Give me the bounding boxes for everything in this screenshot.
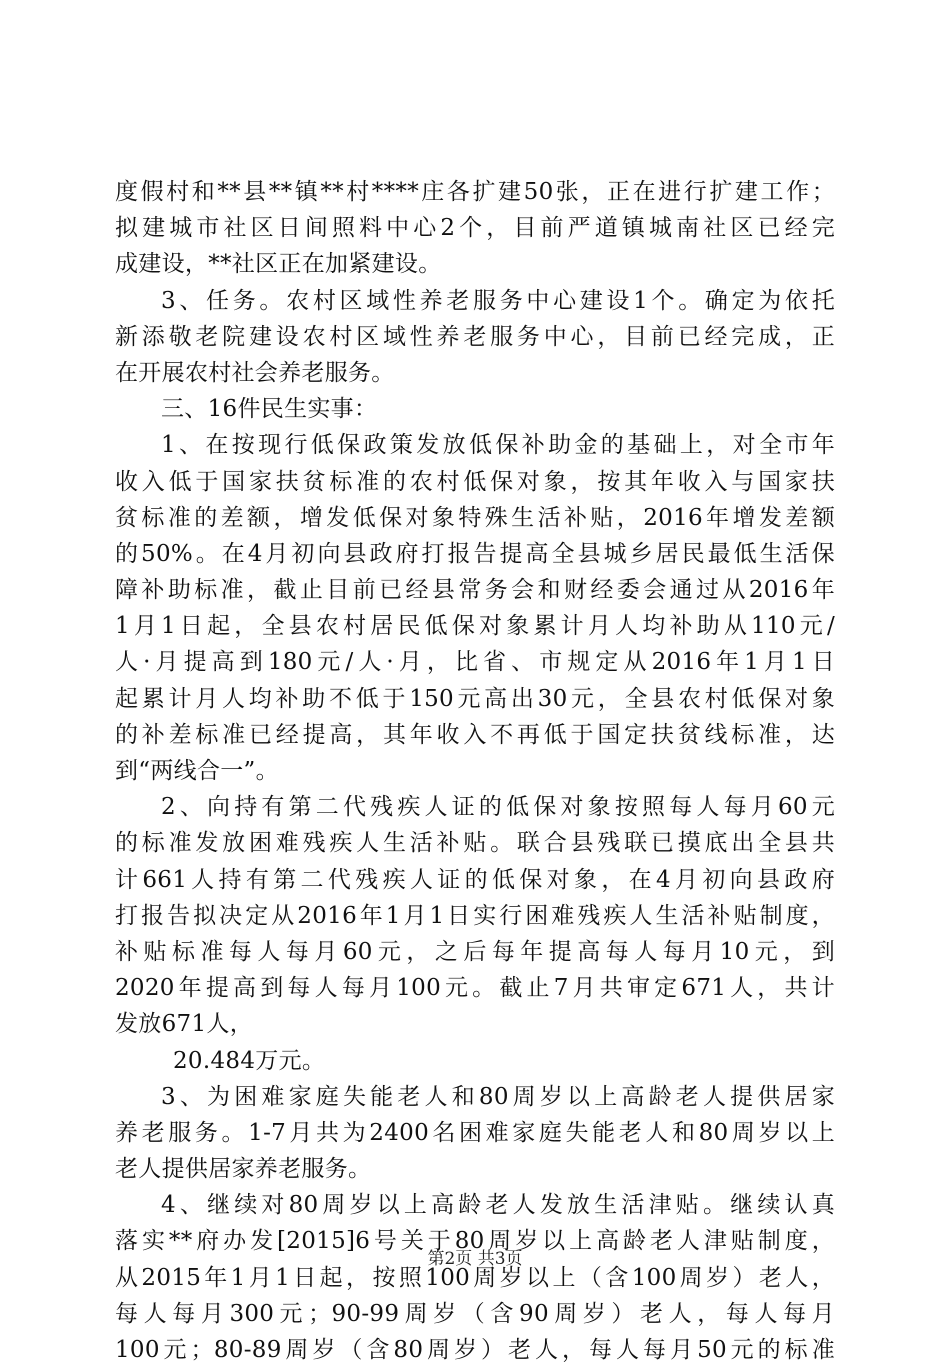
text-line: 的标准发放困难残疾人生活补贴。联合县残联已摸底出全县共: [115, 830, 835, 857]
text-line: 新添敬老院建设农村区域性养老服务中心，目前已经完成，正: [115, 323, 835, 350]
text-line: 4、继续对80周岁以上高龄老人发放生活津贴。继续认真: [161, 1192, 835, 1219]
text-line: 20.484万元。: [173, 1047, 326, 1074]
text-line: 每人每月300元；90-99周岁（含90周岁）老人，每人每月: [115, 1300, 835, 1327]
text-line: 老人提供居家养老服务。: [115, 1156, 372, 1183]
text-line: 成建设，**社区正在加紧建设。: [115, 251, 442, 278]
text-line: 的50%。在4月初向县政府打报告提高全县城乡居民最低生活保: [115, 540, 835, 567]
text-line: 落实**府办发[2015]6号关于80周岁以上高龄老人津贴制度，: [115, 1228, 835, 1255]
text-line: 1、在按现行低保政策发放低保补助金的基础上，对全市年: [161, 432, 835, 459]
text-line: 3、任务。农村区域性养老服务中心建设1个。确定为依托: [161, 287, 835, 314]
text-line: 贫标准的差额，增发低保对象特殊生活补贴，2016年增发差额: [115, 504, 835, 531]
document-body: [115, 174, 835, 1368]
text-line: 2、向持有第二代残疾人证的低保对象按照每人每月60元: [161, 794, 835, 821]
text-line: 计661人持有第二代残疾人证的低保对象，在4月初向县政府: [115, 866, 835, 893]
text-line: 到“两线合一”。: [115, 758, 279, 784]
text-line: 起累计月人均补助不低于150元高出30元，全县农村低保对象: [115, 685, 835, 712]
text-line: 发放671人，: [115, 1011, 253, 1038]
text-line: 1月1日起，全县农村居民低保对象累计月人均补助从110元/: [115, 613, 835, 640]
text-line: 2020年提高到每人每月100元。截止7月共审定671人，共计: [115, 975, 835, 1002]
text-line: 3、为困难家庭失能老人和80周岁以上高龄老人提供居家: [161, 1083, 835, 1110]
text-line: 从2015年1月1日起，按照100周岁以上（含100周岁）老人，: [115, 1264, 835, 1291]
text-line: 打报告拟决定从2016年1月1日实行困难残疾人生活补贴制度，: [115, 902, 835, 929]
text-line: 补贴标准每人每月60元，之后每年提高每人每月10元，到: [115, 938, 835, 965]
text-line: 障补助标准，截止目前已经县常务会和财经委会通过从2016年: [115, 577, 835, 604]
text-line: 的补差标准已经提高，其年收入不再低于国定扶贫线标准，达: [115, 721, 835, 748]
text-line: 在开展农村社会养老服务。: [115, 359, 395, 386]
text-line: 养老服务。1-7月共为2400名困难家庭失能老人和80周岁以上: [115, 1119, 835, 1146]
section-heading: 三、16件民生实事：: [161, 396, 378, 423]
text-line: 100元；80-89周岁（含80周岁）老人，每人每月50元的标准: [115, 1337, 835, 1363]
text-line: 收入低于国家扶贫标准的农村低保对象，按其年收入与国家扶: [115, 468, 835, 495]
text-line: 人·月提高到180元/人·月，比省、市规定从2016年1月1日: [115, 649, 835, 676]
page-number-footer: 第2页 共3页: [427, 1249, 523, 1269]
text-line: 度假村和**县**镇**村****庄各扩建50张，正在进行扩建工作；: [115, 179, 835, 205]
text-line: 拟建城市社区日间照料中心2个，目前严道镇城南社区已经完: [115, 215, 835, 242]
